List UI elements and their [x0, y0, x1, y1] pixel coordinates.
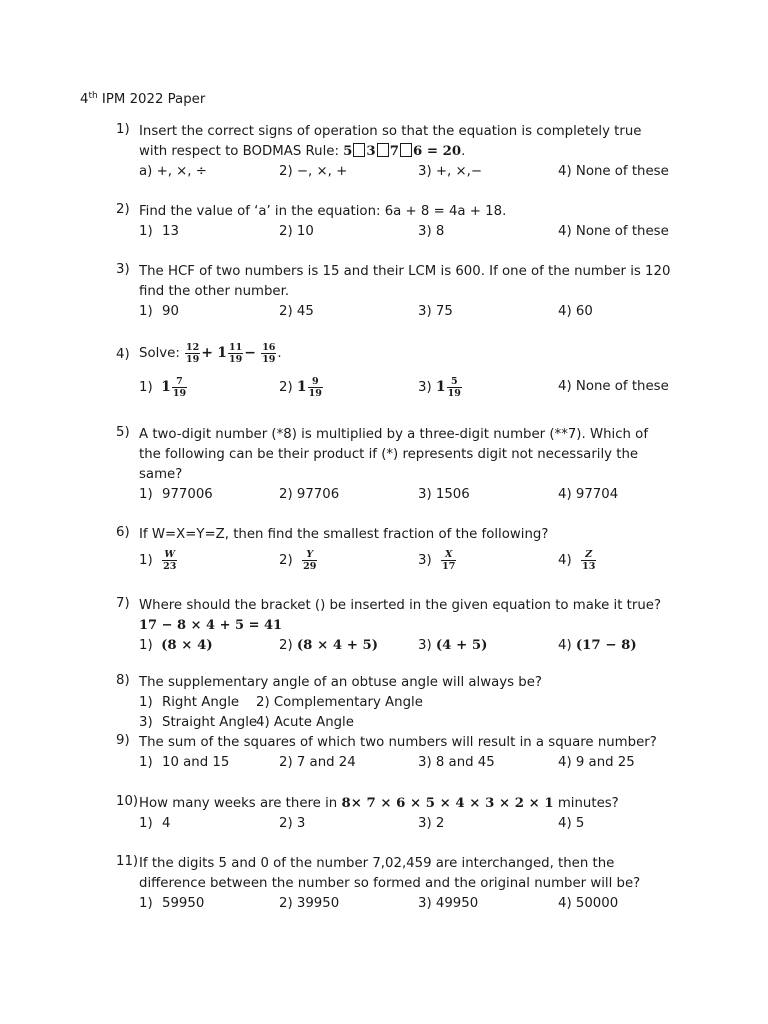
option-2: 2) 39950	[279, 896, 340, 911]
option-2: 2) 97706	[279, 487, 340, 502]
option-1: a) +, ×, ÷	[139, 164, 207, 179]
fraction: $\frac{11}{19}$	[228, 341, 243, 365]
option-3: 3) 49950	[418, 896, 479, 911]
option-4: 4) 97704	[558, 487, 619, 502]
option-3: 3) $\frac{X}{17}$	[418, 548, 456, 572]
question-number: 3)	[116, 262, 130, 277]
question-stem: Where should the bracket () be inserted in the given equation to make it true?	[139, 598, 662, 613]
option-4: 4) 50000	[558, 896, 619, 911]
blank-box	[400, 143, 412, 157]
option-1-label: 1)	[139, 224, 153, 239]
option-1: 1) 1 $\frac{7}{19}$	[139, 375, 187, 399]
option-2: 2) Complementary Angle	[256, 695, 423, 710]
option-3: Straight Angle	[162, 715, 258, 730]
question-number: 4)	[116, 347, 130, 362]
option-3: 3) 1 $\frac{5}{19}$	[418, 375, 461, 399]
option-2: 2) 10	[279, 224, 314, 239]
question-number: 6)	[116, 525, 130, 540]
paper-title: 4th IPM 2022 Paper	[80, 91, 206, 107]
option-4: 4) 60	[558, 304, 593, 319]
option-2: 2) −, ×, +	[279, 164, 348, 179]
option-2: 2) (8 × 4 + 5)	[279, 638, 379, 653]
option-4: 4) (17 − 8)	[558, 638, 637, 653]
option-1: 1) $\frac{W}{23}$	[139, 548, 177, 572]
option-1-label: 1)	[139, 695, 153, 710]
option-1: 13	[162, 224, 179, 239]
question-number: 10)	[116, 794, 139, 809]
option-2: 2) 45	[279, 304, 314, 319]
fraction: $\frac{16}{19}$	[262, 341, 276, 365]
option-2: 2) 7 and 24	[279, 755, 356, 770]
question-stem: The HCF of two numbers is 15 and their LCM is 600. If one of the number is 120 find the other number.	[139, 264, 671, 299]
question-number: 2)	[116, 202, 130, 217]
option-1: 977006	[162, 487, 213, 502]
question-stem: If the digits 5 and 0 of the number 7,02,459 are interchanged, then the difference between the number so formed and the original number will be?	[139, 856, 641, 891]
question-number: 7)	[116, 596, 130, 611]
question-stem: Find the value of ‘a’ in the equation: 6a + 8 = 4a + 18.	[139, 204, 507, 219]
option-3: 3) +, ×,−	[418, 164, 482, 179]
fraction: $\frac{12}{19}$	[186, 341, 200, 365]
question-stem: The supplementary angle of an obtuse angle will always be?	[139, 675, 542, 690]
question-number: 8)	[116, 673, 130, 688]
option-3: 3) 75	[418, 304, 453, 319]
blank-box	[377, 143, 389, 157]
option-1: Right Angle	[162, 695, 240, 710]
option-4: 4) None of these	[558, 164, 669, 179]
question-stem: The sum of the squares of which two numbers will result in a square number?	[139, 735, 657, 750]
option-4: 4) $\frac{Z}{13}$	[558, 548, 596, 572]
option-2: 2) 3	[279, 816, 306, 831]
option-1-label: 1)	[139, 755, 153, 770]
option-4: 4) 9 and 25	[558, 755, 635, 770]
option-1-label: 1)	[139, 304, 153, 319]
question-stem: Solve: $\frac{12}{19}$ + 1 $\frac{11}{19}$ − $\frac{16}{19}$ .	[139, 341, 282, 365]
question-stem: A two-digit number (*8) is multiplied by a three-digit number (**7). Which of the following can be their product if (*) represents digit not necessarily the same?	[139, 427, 648, 482]
question-number: 1)	[116, 122, 130, 137]
option-4: 4) None of these	[558, 224, 669, 239]
option-1: 90	[162, 304, 179, 319]
option-1-label: 1)	[139, 487, 153, 502]
question-stem: If W=X=Y=Z, then find the smallest fraction of the following?	[139, 527, 549, 542]
equation: 17 − 8 × 4 + 5 = 41	[139, 618, 283, 633]
question-stem: Insert the correct signs of operation so that the equation is completely true with respect to BODMAS Rule: 5 3 7 6 = 20.	[139, 124, 642, 159]
question-number: 5)	[116, 425, 130, 440]
option-3: 3) 2	[418, 816, 445, 831]
option-3: 3) 8	[418, 224, 445, 239]
option-2: 2) $\frac{Y}{29}$	[279, 548, 317, 572]
option-1: 10 and 15	[162, 755, 230, 770]
option-4: 4) 5	[558, 816, 585, 831]
question-number: 11)	[116, 854, 139, 869]
option-1-label: 1)	[139, 896, 153, 911]
option-3-label: 3)	[139, 715, 153, 730]
option-2: 2) 1 $\frac{9}{19}$	[279, 375, 322, 399]
blank-box	[353, 143, 365, 157]
option-3: 3) 1506	[418, 487, 470, 502]
option-3: 3) 8 and 45	[418, 755, 495, 770]
option-1: 59950	[162, 896, 205, 911]
question-stem: How many weeks are there in 8× 7 × 6 × 5 × 4 × 3 × 2 × 1 minutes?	[139, 796, 619, 811]
option-1: 1) (8 × 4)	[139, 638, 213, 653]
question-number: 9)	[116, 733, 130, 748]
option-3: 3) (4 + 5)	[418, 638, 488, 653]
option-1-label: 1)	[139, 816, 153, 831]
option-4: 4) None of these	[558, 379, 669, 394]
option-1: 4	[162, 816, 171, 831]
option-4: 4) Acute Angle	[256, 715, 354, 730]
